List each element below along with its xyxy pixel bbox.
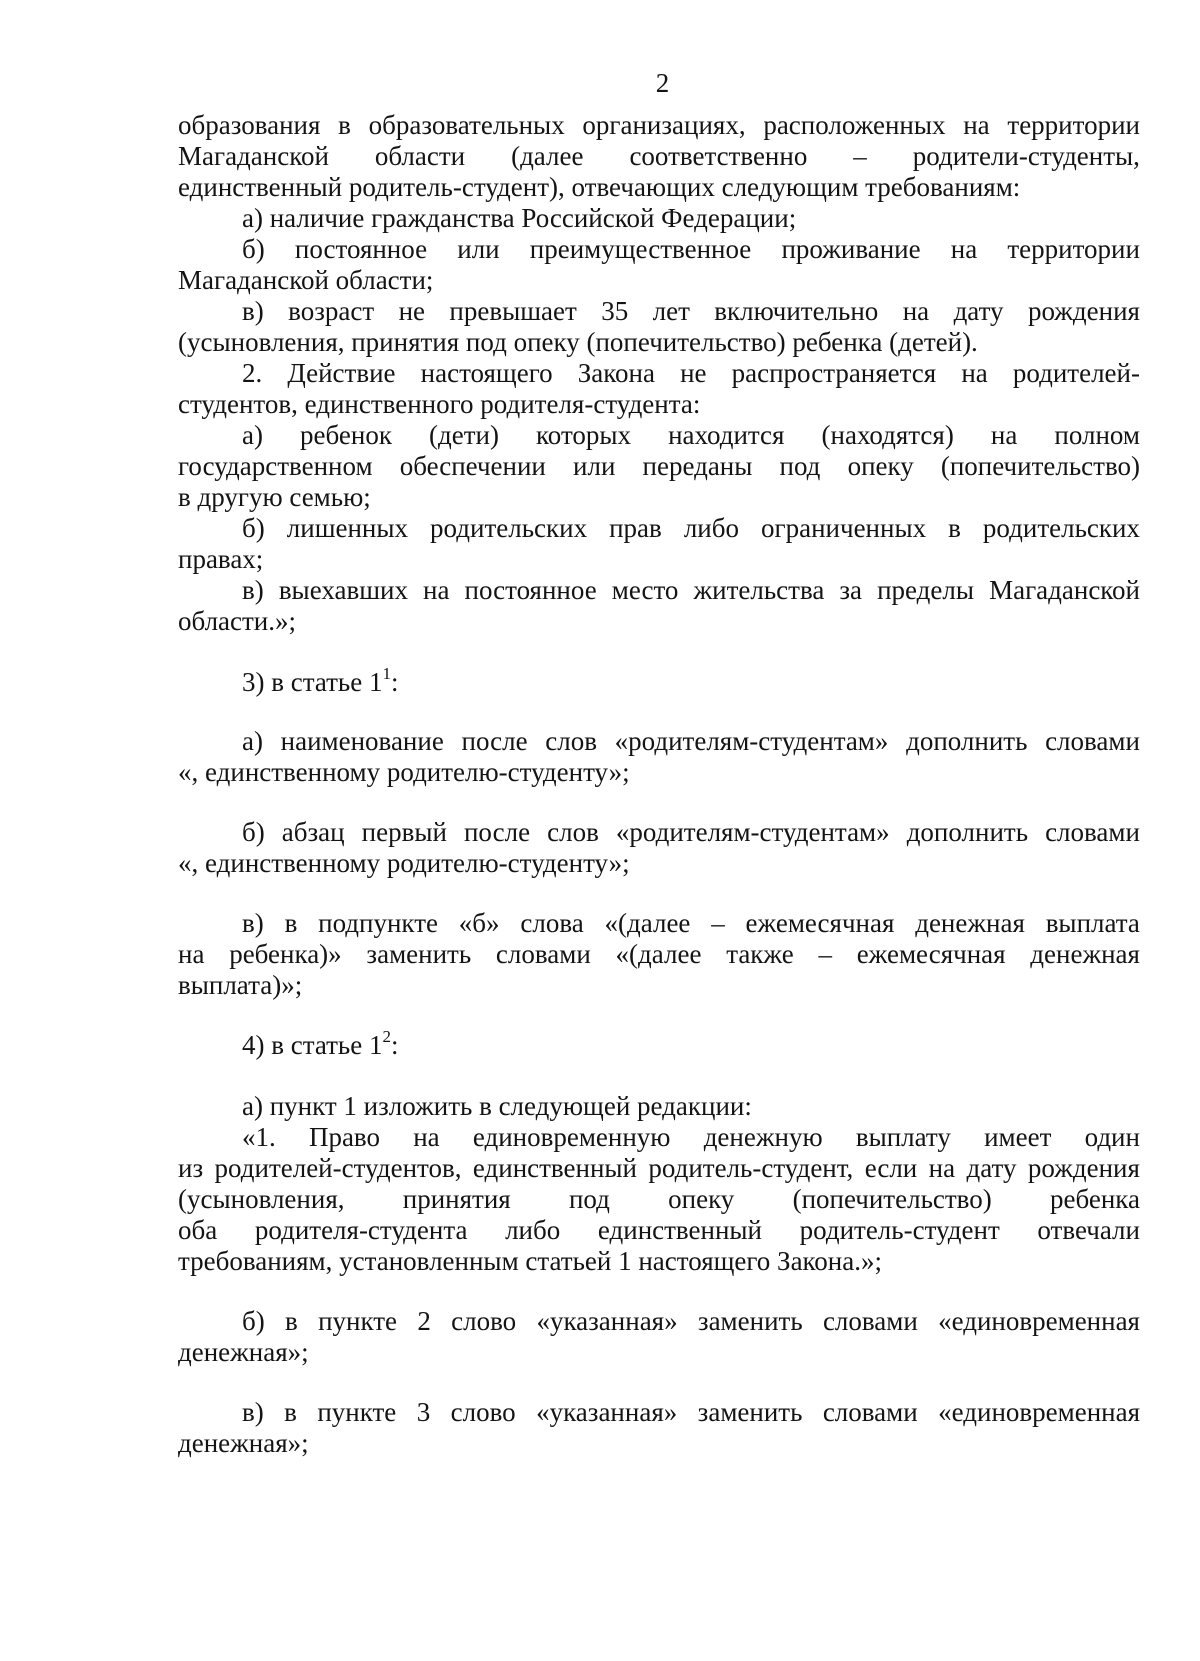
paragraph-line: а) пункт 1 изложить в следующей редакции: <box>242 1091 752 1121</box>
paragraph-line: Магаданской области; <box>178 265 434 295</box>
paragraph-line: а) наименование после слов «родителям-студентам» дополнить словами <box>242 726 1140 756</box>
paragraph-line: государственном обеспечении или переданы под опеку (попечительство) <box>178 451 1140 481</box>
paragraph-line: а) наличие гражданства Российской Федерации; <box>242 203 797 233</box>
article-heading-colon: : <box>390 1030 399 1060</box>
article-heading-colon: : <box>390 667 399 697</box>
paragraph-line: «1. Право на единовременную денежную выплату имеет один <box>242 1122 1140 1152</box>
paragraph-line: в) выехавших на постоянное место жительства за пределы Магаданской <box>242 575 1140 605</box>
page-number: 2 <box>655 68 670 98</box>
paragraph-line: требованиям, установленным статьей 1 настоящего Закона.»; <box>178 1246 882 1276</box>
paragraph-line: б) постоянное или преимущественное проживание на территории <box>242 234 1140 264</box>
paragraph-line: в) в пункте 3 слово «указанная» заменить словами «единовременная <box>242 1397 1140 1427</box>
paragraph-line: (усыновления, принятия под опеку (попечительство) ребенка <box>178 1184 1140 1214</box>
paragraph-line: «, единственному родителю-студенту»; <box>178 848 630 878</box>
paragraph-line: б) в пункте 2 слово «указанная» заменить словами «единовременная <box>242 1306 1140 1336</box>
paragraph-line: а) ребенок (дети) которых находится (находятся) на полном <box>242 420 1140 450</box>
paragraph-line: 2. Действие настоящего Закона не распространяется на родителей- <box>242 358 1140 388</box>
paragraph-line: области.»; <box>178 606 297 636</box>
paragraph-line: (усыновления, принятия под опеку (попечительство) ребенка (детей). <box>178 327 978 357</box>
paragraph-line: на ребенка)» заменить словами «(далее также – ежемесячная денежная <box>178 939 1140 969</box>
paragraph-line: б) абзац первый после слов «родителям-студентам» дополнить словами <box>242 817 1140 847</box>
article-heading-text: 3) в статье 1 <box>242 667 383 697</box>
paragraph-line: «, единственному родителю-студенту»; <box>178 757 630 787</box>
paragraph-line: Магаданской области (далее соответственно – родители-студенты, <box>178 141 1140 171</box>
paragraph-line: из родителей-студентов, единственный родитель-студент, если на дату рождения <box>178 1153 1140 1183</box>
paragraph-line: оба родителя-студента либо единственный родитель-студент отвечали <box>178 1215 1140 1245</box>
paragraph-line: выплата)»; <box>178 970 303 1000</box>
article-heading-text: 4) в статье 1 <box>242 1030 383 1060</box>
paragraph-line: в) возраст не превышает 35 лет включительно на дату рождения <box>242 296 1140 326</box>
paragraph-line: денежная»; <box>178 1337 309 1367</box>
article-heading-superscript: 1 <box>382 664 391 683</box>
paragraph-line: в другую семью; <box>178 482 371 512</box>
article-heading <box>242 664 1200 698</box>
paragraph-line: студентов, единственного родителя-студента: <box>178 389 701 419</box>
article-heading <box>242 1027 1200 1061</box>
paragraph-line: денежная»; <box>178 1428 309 1458</box>
paragraph-line: единственный родитель-студент), отвечающих следующим требованиям: <box>178 172 1021 202</box>
paragraph-line: б) лишенных родительских прав либо ограниченных в родительских <box>242 513 1140 543</box>
paragraph-line: в) в подпункте «б» слова «(далее – ежемесячная денежная выплата <box>242 908 1140 938</box>
paragraph-line: образования в образовательных организациях, расположенных на территории <box>178 110 1140 140</box>
paragraph-line: правах; <box>178 544 264 574</box>
article-heading-superscript: 2 <box>382 1027 391 1046</box>
